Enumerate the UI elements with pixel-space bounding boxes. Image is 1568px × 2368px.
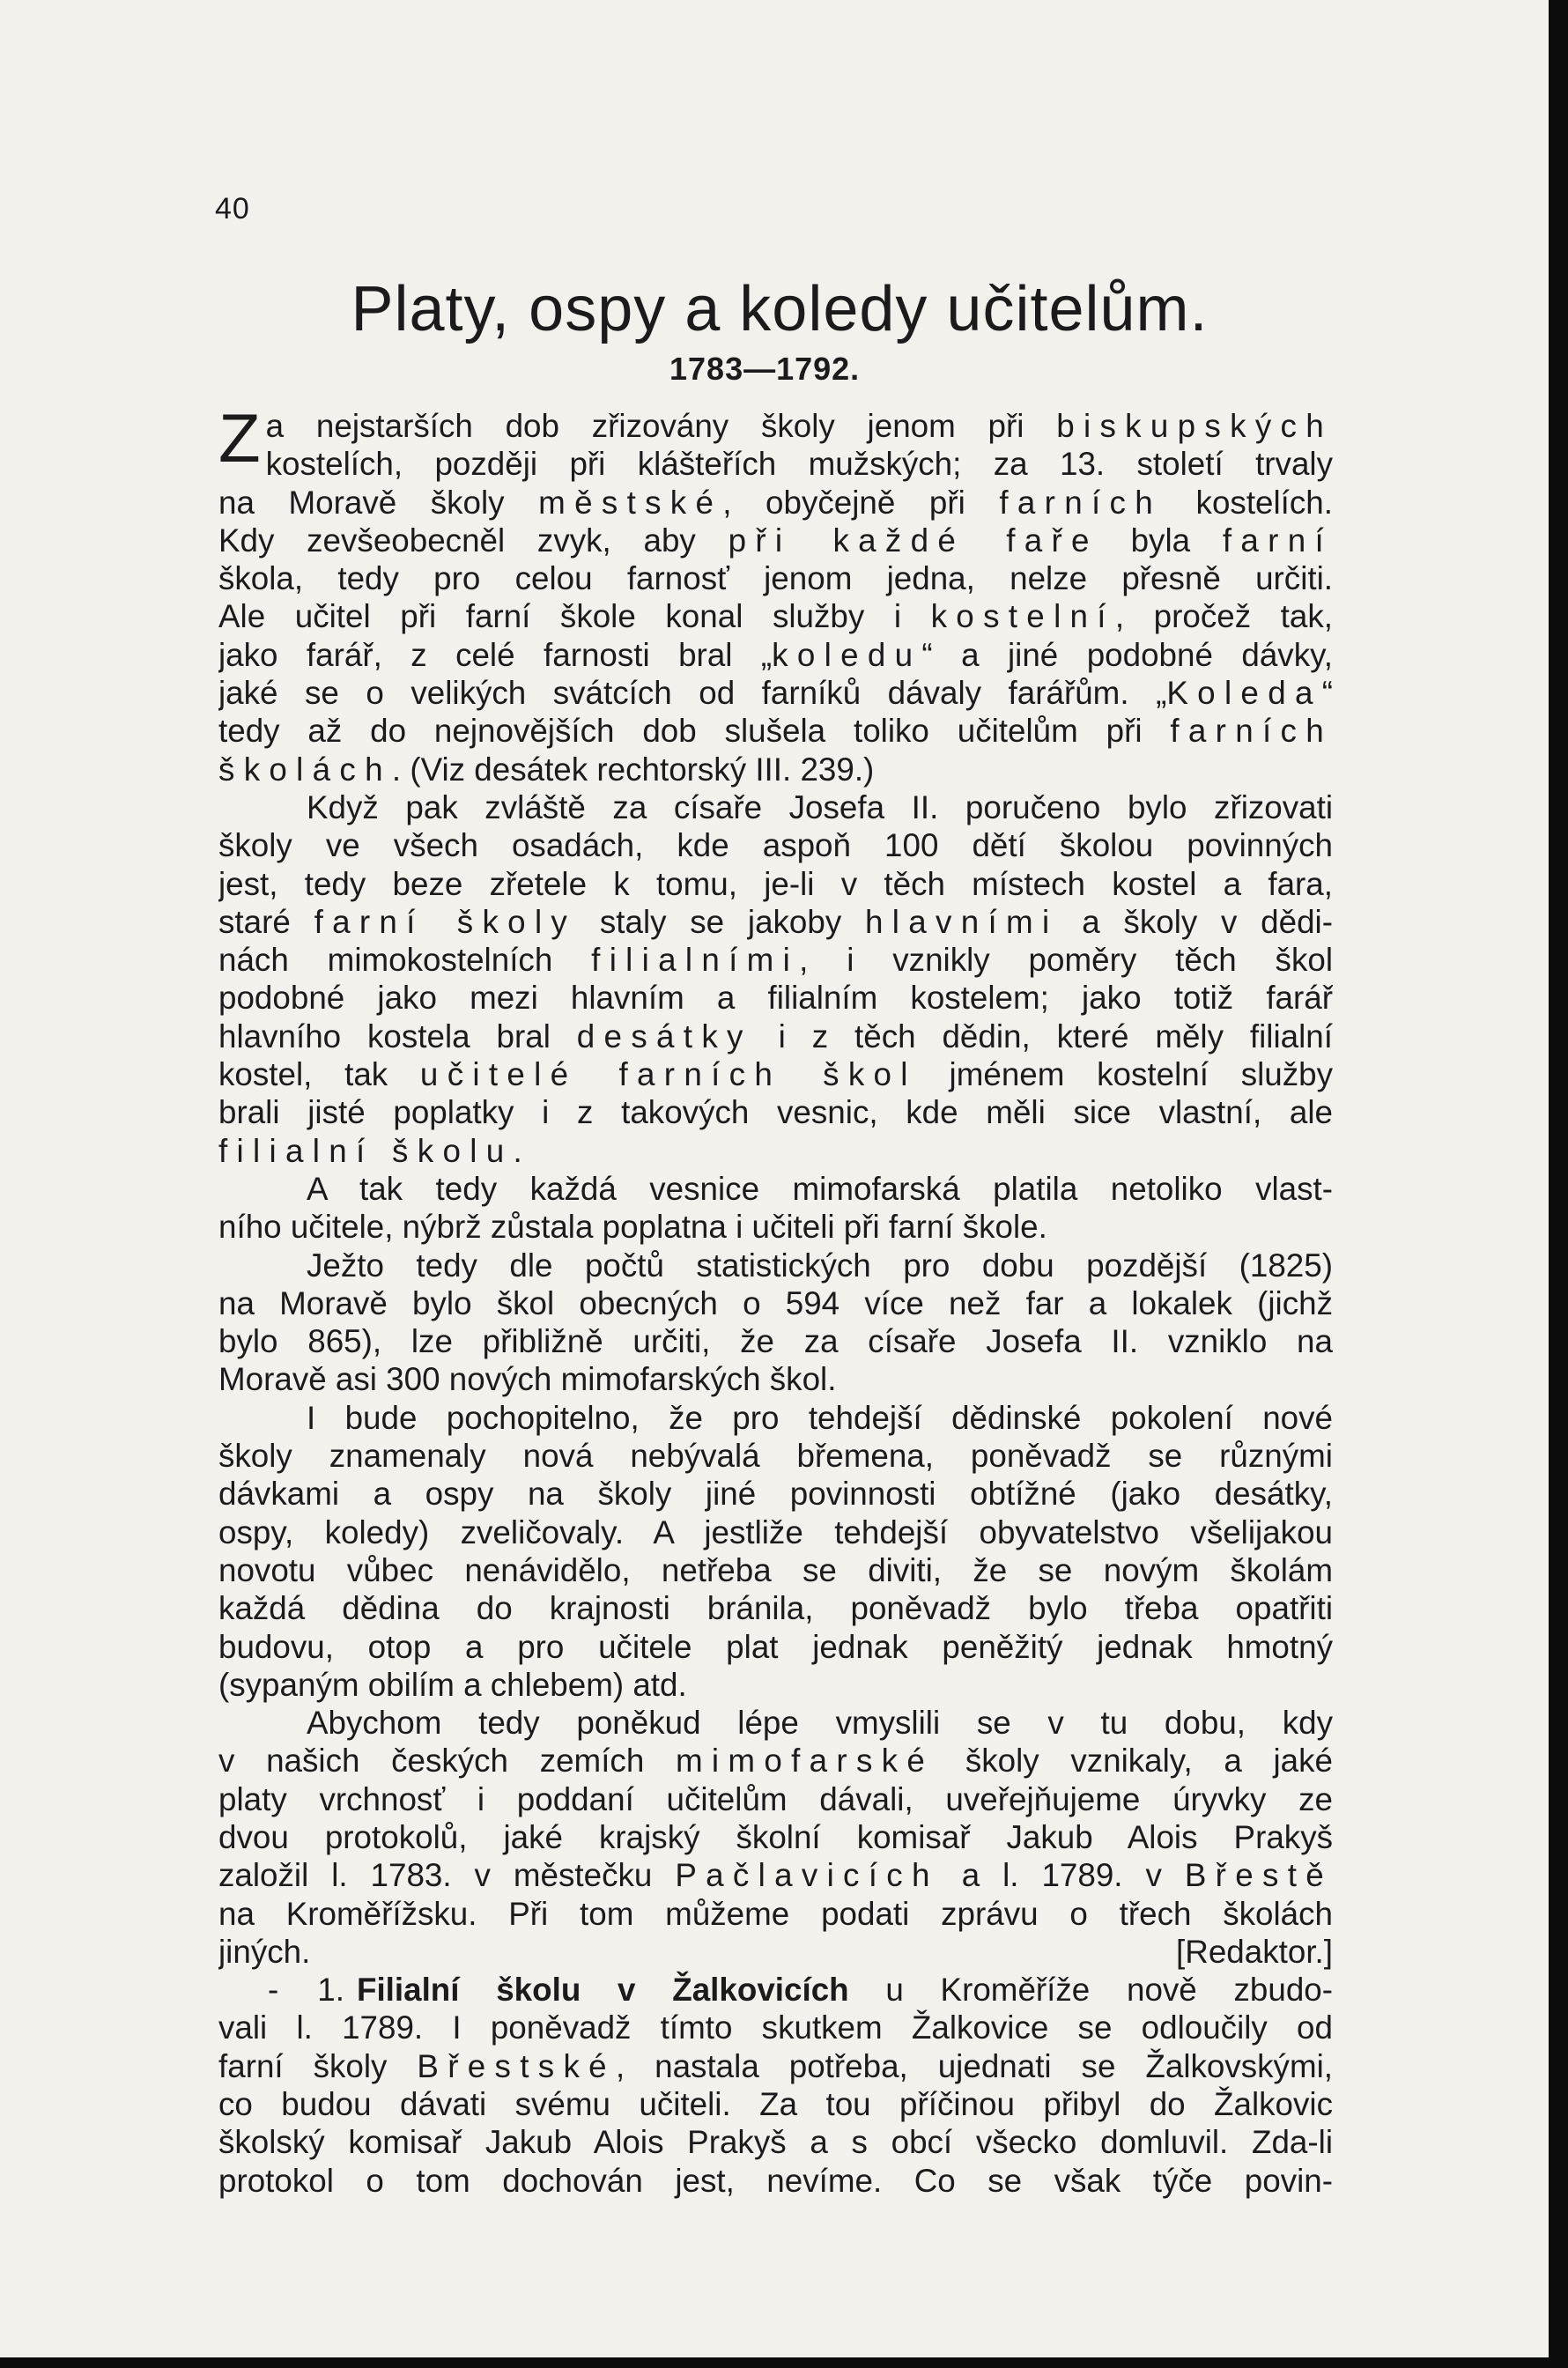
text-line	[218, 751, 1333, 788]
text-line	[218, 712, 1333, 750]
spaced-emphasis: filialními	[591, 942, 800, 979]
page-title: Platy, ospy a koledy učitelům.	[351, 274, 1209, 344]
scan-edge-bottom	[0, 2357, 1568, 2368]
text-line: vali l. 1789. I poněvadž tímto skutkem Žalkovice se odloučily od	[218, 2009, 1333, 2046]
text-run: tedy až do nejnovějších dob slušela toliko učitelům při	[218, 713, 1171, 750]
text-line: škola, tedy pro celou farnosť jenom jedna, nelze přesně určiti.	[218, 560, 1333, 597]
text-line: bylo 865), lze přibližně určiti, že za císaře Josefa II. vzniklo na	[218, 1323, 1333, 1360]
paragraph-2	[218, 788, 1333, 1170]
text-line	[218, 636, 1333, 674]
text-line: školy znamenaly nová nebývalá břemena, poněvadž se různými	[218, 1438, 1333, 1475]
text-line: budovu, otop a pro učitele plat jednak peněžitý jednak hmotný	[218, 1628, 1333, 1665]
text-run: jiných.	[218, 1933, 311, 1970]
section-number: 1.	[317, 1972, 344, 2009]
text-run: u Kroměříže nově zbudo-	[848, 1972, 1333, 2009]
spaced-emphasis: farních	[999, 484, 1162, 521]
section-heading: Filialní školu v Žalkovicích	[356, 1972, 849, 2009]
spaced-emphasis: Pačlavicích	[675, 1857, 939, 1894]
paragraph-5	[218, 1399, 1333, 1704]
editor-signature: [Redaktor.]	[1176, 1933, 1333, 1970]
spaced-emphasis: farní	[1222, 522, 1333, 559]
text-line	[218, 1856, 1333, 1894]
text-line	[218, 1132, 1333, 1170]
text-run: , nastala potřeba, ujednati se Žalkovskými,	[615, 2047, 1333, 2084]
spaced-emphasis: farní školy	[314, 903, 577, 940]
spaced-emphasis: Koleda	[1166, 675, 1322, 712]
text-run: i z těch dědin, které měly filialní	[751, 1018, 1333, 1054]
spaced-emphasis: farních	[1170, 713, 1333, 750]
drop-cap: Z	[218, 399, 261, 477]
text-run: Ale učitel při farní škole konal služby i	[218, 598, 931, 635]
spaced-emphasis: desátky	[576, 1018, 752, 1054]
text-run: . (Viz desátek rechtorský III. 239.)	[391, 751, 875, 788]
text-line: dvou protokolů, jaké krajský školní komisař Jakub Alois Prakyš	[218, 1818, 1333, 1855]
text-run: Kdy zevšeobecněl zvyk, aby	[218, 522, 729, 559]
text-run: školy vznikaly, a jaké	[934, 1743, 1333, 1780]
text-run: kostel, tak	[218, 1056, 420, 1093]
text-run: staré	[218, 903, 314, 940]
text-line	[218, 941, 1333, 979]
spaced-emphasis: Břestské	[417, 2047, 616, 2084]
page-number: 40	[215, 192, 250, 226]
text-run: , i vznikly poměry těch škol	[799, 942, 1333, 979]
text-run: založil l. 1783. v městečku	[218, 1857, 676, 1894]
text-run: staly se jakoby	[576, 903, 866, 940]
text-line: Když pak zvláště za císaře Josefa II. poručeno bylo zřizovati	[307, 788, 1333, 825]
spaced-emphasis: při každé faře	[728, 522, 1098, 559]
spaced-emphasis: koledu	[772, 636, 922, 673]
text-line: co budou dávati svému učiteli. Za tou příčinou přibyl do Žalkovic	[218, 2086, 1333, 2123]
text-line	[218, 1742, 1333, 1780]
text-line: ního učitele, nýbrž zůstala poplatna i učiteli při farní škole.	[218, 1209, 1047, 1246]
spaced-emphasis: školách	[218, 751, 392, 788]
text-line: A tak tedy každá vesnice mimofarská platila netoliko vlast-	[307, 1170, 1333, 1207]
text-line	[218, 2047, 1333, 2085]
text-line	[266, 407, 1333, 445]
paragraph-7	[218, 1971, 1333, 2200]
text-run: nách mimokostelních	[218, 942, 592, 979]
text-line: Ježto tedy dle počtů statistických pro dobu pozdější (1825)	[307, 1247, 1333, 1284]
text-line: brali jisté poplatky i z takových vesnic, kde měli sice vlastní, ale	[218, 1094, 1333, 1131]
text-line	[218, 903, 1333, 941]
paragraph-6	[218, 1704, 1333, 1971]
text-line	[218, 1055, 1333, 1093]
text-run: jménem kostelní služby	[916, 1056, 1333, 1093]
text-run: a l. 1789. v	[938, 1857, 1185, 1894]
text-run: , pročež tak,	[1114, 598, 1333, 635]
text-run: hlavního kostela bral	[218, 1018, 577, 1054]
article-body	[218, 399, 1333, 2200]
text-line: protokol o tom dochován jest, nevíme. Co se však týče povin-	[218, 2162, 1333, 2199]
text-line: kostelích, později při klášteřích mužských; za 13. století trvaly	[265, 446, 1333, 483]
text-line	[218, 522, 1333, 559]
text-line	[218, 1018, 1333, 1055]
text-run: a školy v dědi-	[1058, 903, 1333, 940]
scan-edge-right	[1549, 0, 1568, 2368]
text-run: farní školy	[218, 2047, 418, 2084]
text-line: na Kroměřížsku. Při tom můžeme podati zprávu o třech školách	[218, 1895, 1333, 1932]
text-run: jaké se o velikých svátcích od farníků dávaly farářům. „	[218, 675, 1167, 712]
spaced-emphasis: městské	[538, 484, 723, 521]
text-line: Moravě asi 300 nových mimofarských škol.	[218, 1361, 837, 1398]
text-line	[218, 1933, 1333, 1971]
paragraph-1	[218, 399, 1333, 788]
paragraph-4	[218, 1247, 1333, 1399]
spaced-emphasis: hlavními	[865, 903, 1059, 940]
spaced-emphasis: kostelní	[930, 598, 1115, 635]
text-line: Abychom tedy poněkud lépe vmyslili se v tu dobu, kdy	[307, 1705, 1333, 1742]
text-line: podobné jako mezi hlavním a filialním kostelem; jako totiž farář	[218, 980, 1333, 1017]
text-run: a nejstarších dob zřizovány školy jenom při	[265, 408, 1057, 444]
text-line	[218, 674, 1333, 712]
text-line	[218, 484, 1333, 522]
text-line: ospy, koledy) zveličovaly. A jestliže tehdejší obyvatelstvo všelijakou	[218, 1513, 1333, 1550]
text-run: v našich českých zemích	[218, 1743, 676, 1780]
text-run: , obyčejně při	[722, 484, 1000, 521]
text-line: každá dědina do krajnosti bránila, poněvadž bylo třeba opatřiti	[218, 1590, 1333, 1627]
text-line	[218, 597, 1333, 635]
text-run: na Moravě školy	[218, 484, 539, 521]
text-run: “ a jiné podobné dávky,	[921, 636, 1333, 673]
text-run: “	[1321, 675, 1333, 712]
spaced-emphasis: Břestě	[1184, 1857, 1333, 1894]
bullet-mark: -	[268, 1972, 279, 2009]
text-line	[218, 1971, 1333, 2009]
text-line: novotu vůbec nenávidělo, netřeba se diviti, že se novým školám	[218, 1551, 1333, 1588]
text-run: .	[513, 1132, 522, 1169]
text-line: školský komisař Jakub Alois Prakyš a s obcí všecko domluvil. Zda-li	[218, 2124, 1333, 2161]
spaced-emphasis: učitelé farních škol	[419, 1056, 917, 1093]
text-run: kostelích.	[1162, 484, 1333, 521]
text-line: platy vrchnosť i poddaní učitelům dávali, uveřejňujeme úryvky ze	[218, 1780, 1333, 1817]
date-range: 1783—1792.	[669, 351, 861, 387]
text-line: dávkami a ospy na školy jiné povinnosti obtížné (jako desátky,	[218, 1476, 1333, 1513]
text-line: (sypaným obilím a chlebem) atd.	[218, 1666, 687, 1703]
spaced-emphasis: mimofarské	[675, 1743, 935, 1780]
spaced-emphasis: filialní školu	[218, 1132, 514, 1169]
text-line: jest, tedy beze zřetele k tomu, je-li v těch místech kostel a fara,	[218, 865, 1333, 902]
paragraph-3	[218, 1170, 1333, 1247]
text-run: byla	[1098, 522, 1223, 559]
text-line: školy ve všech osadách, kde aspoň 100 dětí školou povinných	[218, 827, 1333, 864]
spaced-emphasis: biskupských	[1056, 408, 1333, 444]
text-line: na Moravě bylo škol obecných o 594 více než far a lokalek (jichž	[218, 1284, 1333, 1321]
text-run: jako farář, z celé farnosti bral „	[218, 636, 773, 673]
text-line: I bude pochopitelno, že pro tehdejší dědinské pokolení nové	[307, 1399, 1333, 1436]
